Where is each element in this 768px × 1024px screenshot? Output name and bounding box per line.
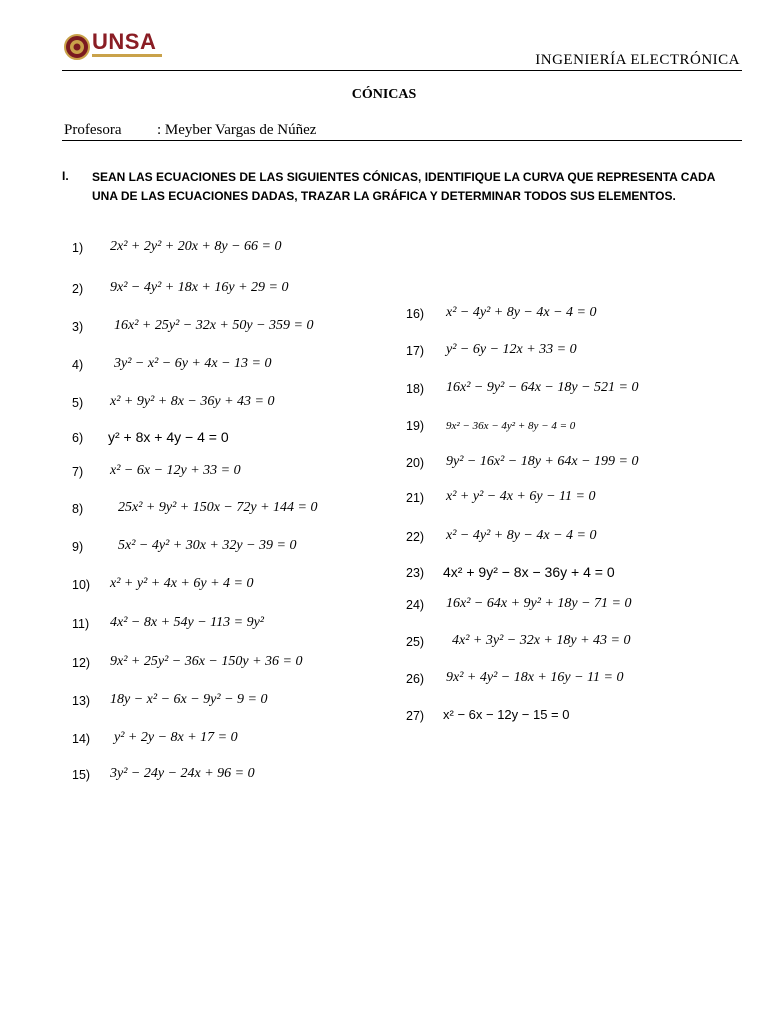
exercise-equation: y² + 8x + 4y − 4 = 0 xyxy=(108,429,229,445)
section-instruction: SEAN LAS ECUACIONES DE LAS SIGUIENTES CÓNICAS, IDENTIFIQUE LA CURVA QUE REPRESENTA CADA UNA DE LAS ECUACIONES DADAS, TRAZAR LA GRÁFICA Y DETERMINAR TODOS SUS ELEMENTOS. xyxy=(92,170,715,203)
logo-text: UNSA xyxy=(92,29,157,54)
professor-label: Profesora xyxy=(64,122,122,138)
exercise-equation: 3y² − x² − 6y + 4x − 13 = 0 xyxy=(114,356,272,371)
exercise-number: 21) xyxy=(406,491,425,505)
exercise-number: 5) xyxy=(72,396,84,410)
exercise-number: 18) xyxy=(406,382,425,396)
exercise-equation: x² + y² − 4x + 6y − 11 = 0 xyxy=(446,489,596,504)
exercise-number: 13) xyxy=(72,694,91,708)
exercise-number: 15) xyxy=(72,768,91,782)
exercise-equation: 4x² − 8x + 54y − 113 = 9y² xyxy=(110,615,264,630)
exercise-equation: 9x² − 36x − 4y² + 8y − 4 = 0 xyxy=(446,420,576,432)
exercise-number: 3) xyxy=(72,320,84,334)
section-number: I. xyxy=(62,169,69,183)
exercise-number: 2) xyxy=(72,282,84,296)
header-divider xyxy=(62,70,742,71)
exercise-equation: 2x² + 2y² + 20x + 8y − 66 = 0 xyxy=(110,239,282,254)
exercise-equation: 18y − x² − 6x − 9y² − 9 = 0 xyxy=(110,692,268,707)
professor-divider xyxy=(62,140,742,141)
page-title: CÓNICAS xyxy=(351,87,417,102)
exercise-equation: 5x² − 4y² + 30x + 32y − 39 = 0 xyxy=(118,538,297,553)
exercise-number: 16) xyxy=(406,307,425,321)
exercise-equation: 9x² + 4y² − 18x + 16y − 11 = 0 xyxy=(446,670,624,685)
exercise-equation: 16x² + 25y² − 32x + 50y − 359 = 0 xyxy=(114,318,314,333)
exercise-equation: 16x² − 9y² − 64x − 18y − 521 = 0 xyxy=(446,380,639,395)
exercise-equation: x² + y² + 4x + 6y + 4 = 0 xyxy=(110,576,254,591)
exercise-number: 20) xyxy=(406,456,425,470)
exercise-equation: x² + 9y² + 8x − 36y + 43 = 0 xyxy=(110,394,275,409)
professor-name: : Meyber Vargas de Núñez xyxy=(157,122,317,138)
exercise-equation: x² − 6x − 12y − 15 = 0 xyxy=(443,707,570,722)
exercise-number: 7) xyxy=(72,465,84,479)
exercise-equation: 25x² + 9y² + 150x − 72y + 144 = 0 xyxy=(118,500,318,515)
exercise-number: 27) xyxy=(406,709,425,723)
exercise-number: 9) xyxy=(72,540,84,554)
exercise-number: 14) xyxy=(72,732,91,746)
department-label: INGENIERÍA ELECTRÓNICA xyxy=(535,52,740,68)
exercise-equation: 16x² − 64x + 9y² + 18y − 71 = 0 xyxy=(446,596,632,611)
exercise-number: 6) xyxy=(72,431,84,445)
exercise-number: 1) xyxy=(72,241,84,255)
exercise-number: 25) xyxy=(406,635,425,649)
exercise-equation: y² + 2y − 8x + 17 = 0 xyxy=(114,730,238,745)
exercise-number: 23) xyxy=(406,566,425,580)
exercise-number: 24) xyxy=(406,598,425,612)
exercise-equation: x² − 4y² + 8y − 4x − 4 = 0 xyxy=(446,528,597,543)
exercise-number: 19) xyxy=(406,419,425,433)
logo-underline xyxy=(92,54,162,57)
exercise-number: 22) xyxy=(406,530,425,544)
exercise-equation: x² − 6x − 12y + 33 = 0 xyxy=(110,463,241,478)
exercise-number: 12) xyxy=(72,656,91,670)
exercise-equation: 9y² − 16x² − 18y + 64x − 199 = 0 xyxy=(446,454,639,469)
exercise-equation: 4x² + 3y² − 32x + 18y + 43 = 0 xyxy=(452,633,631,648)
exercise-number: 4) xyxy=(72,358,84,372)
exercise-number: 17) xyxy=(406,344,425,358)
exercise-number: 11) xyxy=(72,617,90,631)
exercise-equation: 4x² + 9y² − 8x − 36y + 4 = 0 xyxy=(443,564,615,580)
exercise-equation: 3y² − 24y − 24x + 96 = 0 xyxy=(110,766,255,781)
exercise-equation: 9x² − 4y² + 18x + 16y + 29 = 0 xyxy=(110,280,289,295)
exercise-equation: 9x² + 25y² − 36x − 150y + 36 = 0 xyxy=(110,654,303,669)
exercise-equation: x² − 4y² + 8y − 4x − 4 = 0 xyxy=(446,305,597,320)
exercise-number: 8) xyxy=(72,502,84,516)
exercise-equation: y² − 6y − 12x + 33 = 0 xyxy=(446,342,577,357)
exercise-number: 26) xyxy=(406,672,425,686)
exercise-number: 10) xyxy=(72,578,91,592)
